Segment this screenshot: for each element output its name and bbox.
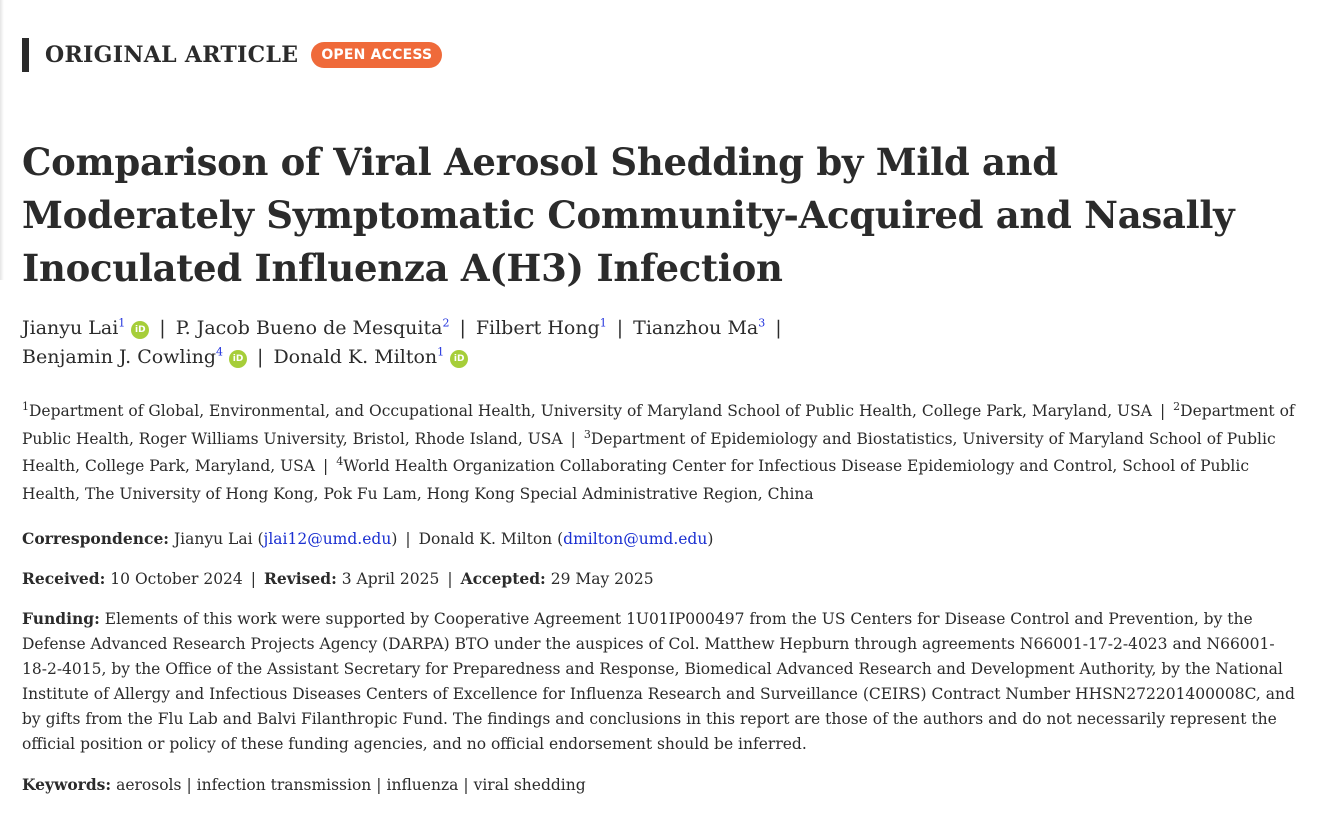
author-separator: | [616, 317, 624, 339]
meta-separator: | [447, 570, 453, 588]
article-type-label: ORIGINAL ARTICLE [45, 42, 299, 68]
keyword[interactable]: viral shedding [473, 776, 586, 794]
page-edge-shadow [0, 0, 4, 280]
funding-label: Funding: [22, 609, 100, 628]
orcid-icon[interactable]: iD [131, 321, 149, 339]
author-name[interactable]: Tianzhou Ma [633, 317, 759, 339]
affiliation-number: 2 [1173, 399, 1181, 413]
revised-date: 3 April 2025 [341, 570, 440, 588]
affiliation-ref[interactable]: 1 [437, 345, 445, 359]
author[interactable] [273, 346, 468, 368]
affiliation-text: World Health Organization Collaborating Center for Infectious Disease Epidemiology and Control, School of Public Health, The University of Hong Kong, Pok Fu Lam, Hong Kong Special Administrative Region, China [22, 457, 1250, 503]
author-separator: | [159, 317, 166, 339]
affiliation-text: Department of Epidemiology and Biostatistics, University of Maryland School of Public Health, College Park, Maryland, USA [22, 429, 1276, 475]
keyword-separator: | [186, 776, 192, 794]
keyword[interactable]: influenza [386, 776, 459, 794]
article-type-row [22, 38, 442, 72]
author[interactable] [22, 346, 247, 368]
affiliation-separator: | [570, 429, 576, 448]
affiliation-ref[interactable]: 4 [216, 345, 224, 359]
funding-text: Elements of this work were supported by Cooperative Agreement 1U01IP000497 from the US Centers for Disease Control and Prevention, by the Defense Advanced Research Projects Agency (DARPA) BTO under the auspices of Col. Matthew Hepburn through agreements N66001-17-2-4023 and N66001-18-2-4015, by the Office of the Assistant Secretary for Preparedness and Response, Biomedical Advanced Research and Development Authority, by the National Institute of Allergy and Infectious Diseases Centers of Excellence for Influenza Research and Surveillance (CEIRS) Contract Number HHSN272201400008C, and by gifts from the Flu Lab and Balvi Filanthropic Fund. The findings and conclusions in this report are those of the authors and do not necessarily represent the official position or policy of these funding agencies, and no official endorsement should be inferred. [22, 610, 1295, 753]
affiliation-ref[interactable]: 1 [599, 316, 607, 330]
author-name[interactable]: Donald K. Milton [273, 346, 438, 368]
contact-name: Jianyu Lai [173, 530, 253, 548]
revised-label: Revised: [264, 569, 337, 588]
author-separator: | [257, 346, 264, 368]
article-title: Comparison of Viral Aerosol Shedding by Mild and Moderately Symptomatic Community-Acquired and Nasally Inoculated Influenza A(H3) Infection [22, 140, 1235, 290]
accepted-date: 29 May 2025 [550, 570, 654, 588]
contact-name: Donald K. Milton [418, 530, 553, 548]
affiliation-ref[interactable]: 2 [442, 316, 450, 330]
affiliation-number: 1 [22, 399, 29, 413]
keyword-separator: | [463, 776, 469, 794]
author-name[interactable]: Jianyu Lai [22, 317, 119, 339]
affiliation-number: 4 [336, 454, 344, 468]
author[interactable] [176, 317, 450, 339]
keywords-label: Keywords: [22, 775, 112, 794]
author-name[interactable]: Filbert Hong [475, 317, 600, 339]
email-link[interactable]: dmilton@umd.edu [563, 530, 708, 548]
correspondence: Correspondence: Jianyu Lai (jlai12@umd.edu) | Donald K. Milton (dmilton@umd.edu) [22, 529, 714, 548]
affiliation-separator: | [1159, 402, 1166, 420]
keywords [22, 772, 1297, 798]
affiliation-number: 3 [583, 427, 591, 441]
affiliation-text: Department of Global, Environmental, and Occupational Health, University of Maryland School of Public Health, College Park, Maryland, USA [29, 402, 1152, 420]
received-date: 10 October 2024 [110, 570, 243, 588]
received-label: Received: [22, 569, 106, 588]
email-link[interactable]: jlai12@umd.edu [263, 530, 392, 548]
author-name[interactable]: P. Jacob Bueno de Mesquita [175, 317, 443, 339]
keyword[interactable]: aerosols [116, 776, 182, 794]
author[interactable] [22, 317, 149, 339]
affiliations [22, 398, 1297, 508]
meta-separator: | [250, 570, 257, 588]
author-separator: | [459, 317, 466, 339]
affiliation-text: Department of Public Health, Roger Williams University, Bristol, Rhode Island, USA [22, 402, 1295, 448]
author[interactable] [476, 317, 607, 339]
author-list [22, 314, 1292, 372]
funding [22, 606, 1297, 757]
author-name[interactable]: Benjamin J. Cowling [22, 346, 217, 368]
correspondence-label: Correspondence: [22, 529, 170, 548]
affiliation [22, 399, 1152, 420]
affiliation-separator: | [323, 457, 329, 475]
keyword-separator: | [376, 776, 382, 794]
open-access-badge: OPEN ACCESS [311, 42, 442, 68]
publication-dates [22, 566, 1297, 592]
affiliation-ref[interactable]: 3 [758, 316, 766, 330]
accepted-label: Accepted: [460, 569, 546, 588]
orcid-icon[interactable]: iD [229, 350, 247, 368]
author[interactable] [633, 317, 765, 339]
keyword[interactable]: infection transmission [196, 776, 372, 794]
author-separator: | [775, 317, 782, 339]
affiliation-ref[interactable]: 1 [118, 316, 126, 330]
article-type-bar [22, 38, 29, 72]
orcid-icon[interactable]: iD [450, 350, 468, 368]
meta-separator: | [405, 530, 411, 548]
